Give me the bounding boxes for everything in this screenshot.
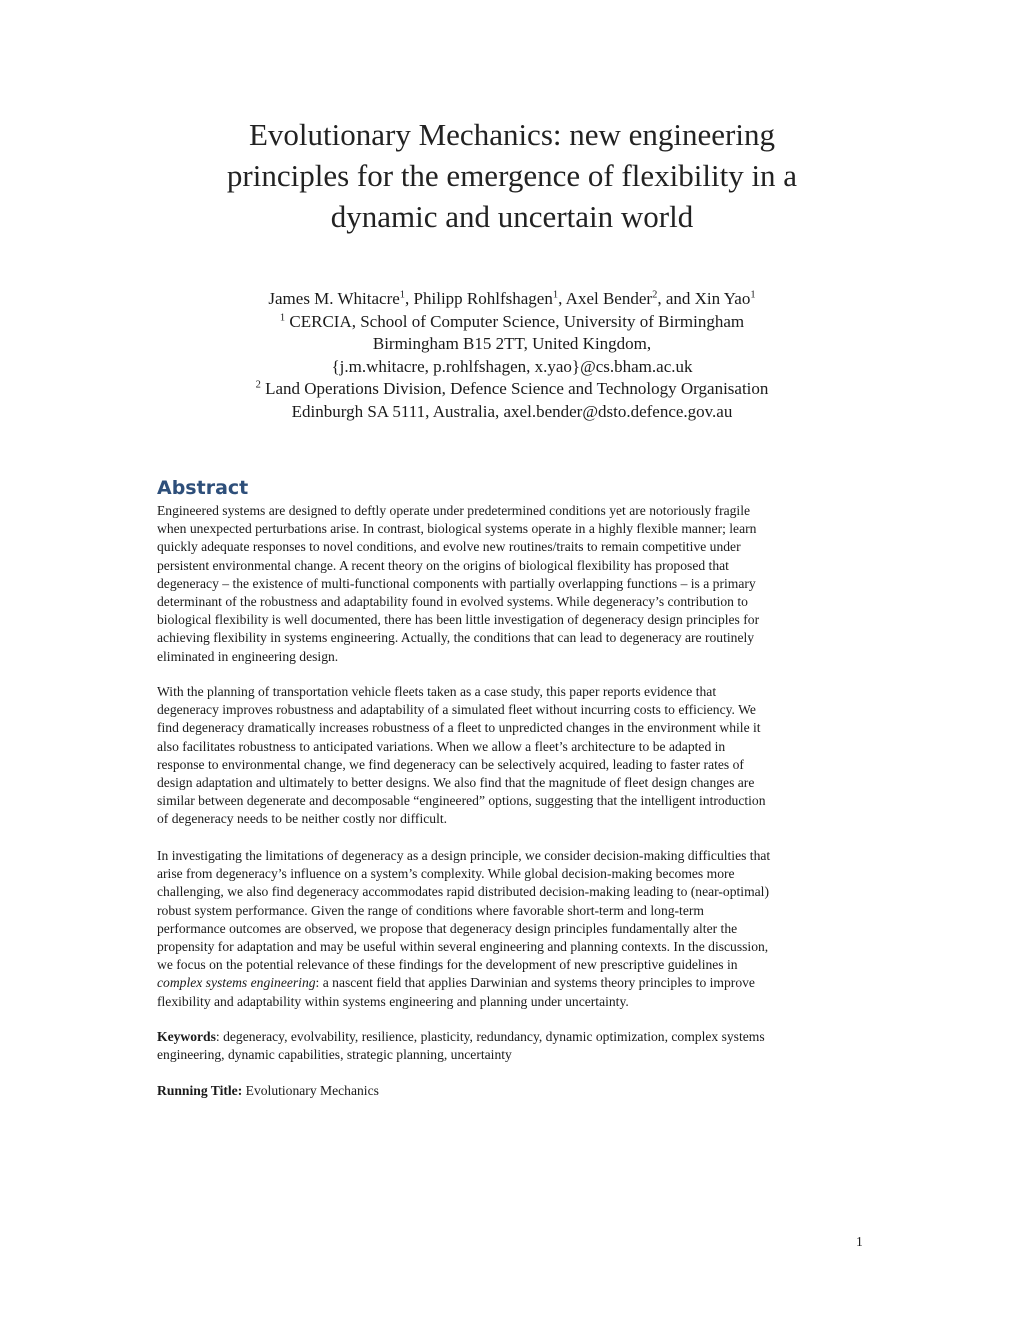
- author-name: Xin Yao: [694, 289, 751, 308]
- text-line: In investigating the limitations of degeneracy as a design principle, we consider decision-making difficulties that: [157, 848, 771, 863]
- affiliation-mark: 2: [652, 289, 658, 301]
- author-name: James M. Whitacre: [268, 289, 400, 308]
- page-number: 1: [856, 1234, 863, 1249]
- author-block: [150, 288, 874, 423]
- text-line: biological flexibility is well documented, there has been little investigation of degeneracy design principles for: [157, 612, 760, 628]
- affiliation-address: Edinburgh SA 5111, Australia, axel.bender@dsto.defence.gov.au: [291, 401, 733, 421]
- text-line: degeneracy – the existence of multi-functional components with partially overlapping functions – is a primary: [157, 575, 756, 591]
- running-title-text: Evolutionary Mechanics: [242, 1083, 379, 1098]
- text-line: find degeneracy dramatically increases robustness of a fleet to unpredicted changes in the environment while it: [157, 720, 761, 736]
- text-line: similar between degenerate and decomposable “engineered” options, suggesting that the intelligent introduction: [157, 793, 766, 809]
- abstract-paragraph-3: [157, 847, 872, 1011]
- text-line: determinant of the robustness and adaptability found in evolved systems. While degeneracy’s contribution to: [157, 594, 748, 610]
- affiliation-emails: {j.m.whitacre, p.rohlfshagen, x.yao}@cs.bham.ac.uk: [331, 356, 693, 376]
- affiliation-text: CERCIA, School of Computer Science, University of Birmingham: [289, 311, 745, 331]
- text-line: achieving flexibility in systems engineering. Actually, the conditions that can lead to degeneracy are routinely: [157, 630, 755, 646]
- author-name: Philipp Rohlfshagen: [413, 289, 553, 308]
- keywords: [157, 1028, 872, 1064]
- title-line: dynamic and uncertain world: [330, 199, 694, 234]
- text-line: when unexpected perturbations arise. In contrast, biological systems operate in a highly flexible manner; learn: [157, 521, 757, 537]
- running-title-label: Running Title:: [157, 1083, 243, 1098]
- keywords-label: Keywords: [157, 1029, 216, 1044]
- affiliation-mark: 1: [750, 289, 756, 301]
- affiliation-mark: 1: [552, 289, 559, 301]
- text-line: challenging, we also find degeneracy accommodates rapid distributed decision-making leading to (near-optimal): [157, 884, 769, 900]
- text-line: arise from degeneracy’s influence on a system’s complexity. While global decision-making becomes more: [157, 866, 735, 882]
- abstract-paragraph-1: [157, 502, 872, 666]
- text-line: [157, 1028, 872, 1046]
- text-line: [157, 1082, 872, 1100]
- text-line: design adaptation and ultimately to better designs. We also find that the magnitude of fleet design changes are: [157, 775, 755, 791]
- affiliation-text: Land Operations Division, Defence Science and Technology Organisation: [265, 379, 769, 398]
- text-line: degeneracy improves robustness and adaptability of a simulated fleet without incurring costs to efficiency. We: [157, 702, 756, 718]
- italic-term: complex systems engineering: [157, 975, 316, 991]
- text-line: also facilitates robustness to anticipated variations. When we allow a fleet’s architecture to be adapted in: [157, 738, 726, 754]
- keywords-text: : degeneracy, evolvability, resilience, plasticity, redundancy, dynamic optimization, complex systems: [215, 1029, 765, 1044]
- text-line: we focus on the potential relevance of these findings for the development of new prescriptive guidelines in: [157, 957, 738, 973]
- abstract-paragraph-2: [157, 683, 872, 829]
- text-fragment: : a nascent field that applies Darwinian and systems theory principles to improve: [315, 975, 755, 991]
- affiliation-address: Birmingham B15 2TT, United Kingdom,: [372, 334, 652, 353]
- author-list: James M. Whitacre$^1$, Philipp Rohlfshagen$^1$, Axel Bender$^2$, and Xin Yao$^1$: [268, 289, 756, 308]
- title-line: principles for the emergence of flexibility in a: [226, 158, 798, 193]
- text-line: With the planning of transportation vehicle fleets taken as a case study, this paper reports evidence that: [157, 684, 717, 699]
- affiliation-mark: 1: [399, 289, 406, 301]
- author-name: Axel Bender: [565, 289, 653, 308]
- text-line: eliminated in engineering design.: [157, 648, 339, 664]
- affiliation-2: [150, 378, 874, 401]
- affiliation-mark: 1: [279, 311, 286, 323]
- text-line: Engineered systems are designed to deftly operate under predetermined conditions yet are notoriously fragile: [157, 503, 751, 518]
- text-line: performance outcomes are observed, we propose that degeneracy design principles fundamentally alter the: [157, 920, 738, 936]
- text-line: flexibility and adaptability within systems engineering and planning under uncertainty.: [157, 993, 629, 1009]
- affiliation-mark: 2: [255, 379, 261, 391]
- text-line: robust system performance. Given the range of conditions where favorable short-term and long-term: [157, 902, 704, 918]
- title-line: Evolutionary Mechanics: new engineering: [249, 117, 775, 152]
- text-line: of degeneracy needs to be neither costly nor difficult.: [157, 811, 448, 827]
- abstract-heading: Abstract: [157, 477, 249, 499]
- text-line: propensity for adaptation and may be useful within several engineering and planning contexts. In the discussion,: [157, 939, 769, 955]
- running-title: [157, 1082, 872, 1100]
- text-line: quickly adequate responses to novel conditions, and evolve new routines/traits to remain competitive under: [157, 539, 741, 555]
- text-line: response to environmental change, we find degeneracy can be selectively acquired, leading to faster rates of: [157, 756, 744, 772]
- text-line: engineering, dynamic capabilities, strategic planning, uncertainty: [157, 1047, 512, 1063]
- affiliation-1: [150, 311, 874, 334]
- text-line: persistent environmental change. A recent theory on the origins of biological flexibility has proposed that: [157, 557, 729, 573]
- paper-title: [150, 114, 874, 237]
- text-line: [157, 974, 872, 992]
